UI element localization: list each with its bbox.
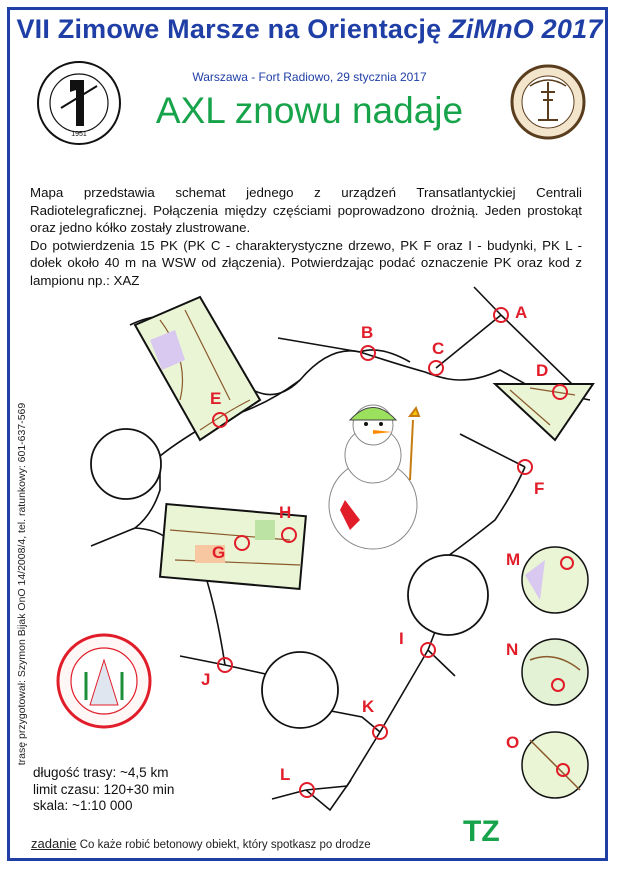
course-stats xyxy=(33,765,174,815)
title-main: VII Zimowe Marsze na Orientację xyxy=(16,14,442,44)
checkpoint-label-c: C xyxy=(432,339,445,358)
route-setter-credit: trasę przygotował: Szymon Bijak OnO 14/2008/4, tel. ratunkowy: 601-637-569 xyxy=(16,402,28,766)
checkpoint-label-k: K xyxy=(362,697,375,716)
description-paragraph-1: Mapa przedstawia schemat jednego z urządzeń Transatlantyckiej Centrali Radiotelegraficznej. Połączenia między częściami poprowadzono drożnią. Jeden prostokąt oraz jedno kółko zostały zlustrowane. xyxy=(30,185,582,236)
course-length: długość trasy: ~4,5 km xyxy=(33,765,169,780)
checkpoint-label-o: O xyxy=(506,733,520,752)
map-headline: AXL znowu nadaje xyxy=(155,90,464,131)
zimno-logo xyxy=(512,66,584,138)
anniversary-logo xyxy=(58,635,150,727)
task-text: Co każe robić betonowy obiekt, który spotkasz po drodze xyxy=(79,839,371,851)
map-fragment-triangle xyxy=(495,384,593,440)
checkpoint-label-h: H xyxy=(279,503,292,522)
snowman-illustration xyxy=(329,405,419,549)
event-subtitle: Warszawa - Fort Radiowo, 29 stycznia 2017 xyxy=(192,70,427,84)
logo-year: 1951 xyxy=(71,131,87,138)
checkpoint-label-i: I xyxy=(399,629,404,648)
description-paragraph-2: Do potwierdzenia 15 PK (PK C - charakterystyczne drzewo, PK F oraz I - budynki, PK L - dołek około 40 m na WSW od złączenia). Potwierdzając podać oznaczenie PK oraz kod z lampionu np.: XAZ xyxy=(30,237,582,288)
checkpoint-label-b: B xyxy=(361,323,374,342)
title-brand: ZiMnO 2017 xyxy=(449,14,603,44)
checkpoint-label-g: G xyxy=(212,543,226,562)
checkpoint-label-j: J xyxy=(201,670,211,689)
answer-code: TZ xyxy=(463,815,500,848)
checkpoint-label-f: F xyxy=(534,479,545,498)
checkpoint-label-n: N xyxy=(506,640,519,659)
time-limit: limit czasu: 120+30 min xyxy=(33,781,175,797)
task-label: zadanie xyxy=(31,836,77,851)
pttk-club-logo xyxy=(38,62,120,144)
inset-circles xyxy=(522,547,588,798)
checkpoint-label-m: M xyxy=(506,550,521,569)
map-fragment-rotated xyxy=(135,297,260,440)
map-scale: skala: ~1:10 000 xyxy=(33,798,133,813)
checkpoint-label-l: L xyxy=(280,765,291,784)
checkpoint-label-a: A xyxy=(515,303,528,322)
task-note xyxy=(31,836,371,851)
checkpoint-label-d: D xyxy=(536,361,549,380)
checkpoint-label-e: E xyxy=(210,389,222,408)
